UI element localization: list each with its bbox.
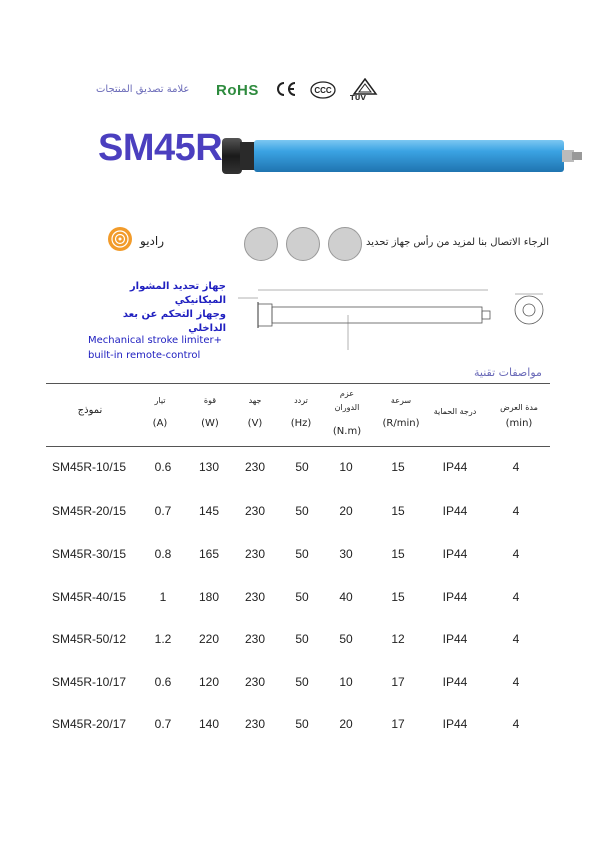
cell-torque: 10 — [339, 460, 353, 474]
cell-current: 1.2 — [154, 632, 172, 646]
radio-label: راديو — [140, 234, 165, 248]
cell-duration: 4 — [512, 675, 520, 689]
cell-frequency: 50 — [295, 504, 309, 518]
cell-torque: 20 — [339, 504, 353, 518]
header-duration: مدة العرض — [500, 403, 538, 412]
limiter-head-image-3 — [328, 227, 362, 261]
cell-speed: 15 — [391, 504, 405, 518]
header-frequency: تردد — [294, 396, 308, 405]
cell-current: 0.6 — [154, 675, 172, 689]
table-top-rule — [46, 383, 550, 384]
header-current: تيار — [154, 396, 166, 405]
feature-english-line-2: built-in remote-control — [88, 350, 201, 361]
cell-protection: IP44 — [442, 675, 468, 689]
cell-speed: 15 — [391, 590, 405, 604]
cell-power: 145 — [198, 504, 220, 518]
cell-duration: 4 — [512, 504, 520, 518]
cell-speed: 15 — [391, 460, 405, 474]
cell-power: 180 — [198, 590, 220, 604]
cell-duration: 4 — [512, 590, 520, 604]
header-current-unit: (A) — [152, 418, 168, 429]
table-header-rule — [46, 446, 550, 447]
cell-power: 130 — [198, 460, 220, 474]
feature-english-line-1: Mechanical stroke limiter+ — [88, 335, 222, 346]
cell-current: 0.7 — [154, 504, 172, 518]
header-duration-unit: (min) — [505, 418, 533, 429]
table-row — [0, 717, 595, 733]
cell-model: SM45R-10/15 — [52, 460, 127, 474]
header-model: نموذج — [77, 405, 103, 416]
radio-signal-icon — [107, 226, 133, 252]
model-title: SM45R — [98, 127, 223, 169]
feature-arabic-line-2: وجهاز التحكم عن بعد الداخلي — [122, 309, 226, 334]
cell-power: 220 — [198, 632, 220, 646]
cell-current: 0.8 — [154, 547, 172, 561]
cell-torque: 30 — [339, 547, 353, 561]
svg-text:CCC: CCC — [314, 86, 332, 95]
cell-current: 0.7 — [154, 717, 172, 731]
table-row — [0, 590, 595, 606]
cell-speed: 12 — [391, 632, 405, 646]
cell-duration: 4 — [512, 717, 520, 731]
contact-note: الرجاء الاتصال بنا لمزيد من رأس جهاز تحديد — [366, 237, 549, 248]
cell-model: SM45R-40/15 — [52, 590, 127, 604]
feature-english — [88, 333, 222, 363]
end-view-drawing — [505, 280, 555, 340]
cell-speed: 17 — [391, 675, 405, 689]
cell-frequency: 50 — [295, 675, 309, 689]
header-torque-unit: (N.m) — [332, 426, 362, 437]
cell-model: SM45R-50/12 — [52, 632, 127, 646]
cell-frequency: 50 — [295, 547, 309, 561]
cell-voltage: 230 — [244, 547, 266, 561]
header-frequency-unit: (Hz) — [290, 418, 312, 429]
cell-frequency: 50 — [295, 460, 309, 474]
cell-power: 165 — [198, 547, 220, 561]
cell-power: 120 — [198, 675, 220, 689]
header-voltage: جهد — [248, 396, 262, 405]
limiter-head-image-1 — [244, 227, 278, 261]
cell-torque: 50 — [339, 632, 353, 646]
header-speed: سرعة — [390, 396, 412, 405]
cell-speed: 15 — [391, 547, 405, 561]
cell-model: SM45R-10/17 — [52, 675, 127, 689]
tubular-motor-image — [222, 130, 584, 180]
feature-arabic-line-1: جهاز تحديد المشوار الميكانيكي — [129, 281, 226, 306]
cell-voltage: 230 — [244, 675, 266, 689]
header-power-unit: (W) — [201, 418, 219, 429]
tuv-label: TÜV — [350, 94, 366, 102]
cell-protection: IP44 — [442, 547, 468, 561]
cell-protection: IP44 — [442, 504, 468, 518]
cell-frequency: 50 — [295, 632, 309, 646]
table-row — [0, 675, 595, 691]
header-power: قوة — [203, 396, 217, 405]
cell-power: 140 — [198, 717, 220, 731]
header-protection: درجة الحماية — [433, 407, 477, 416]
table-row — [0, 460, 595, 476]
header-torque: عزم الدوران — [334, 389, 360, 412]
table-row — [0, 632, 595, 648]
cell-voltage: 230 — [244, 590, 266, 604]
cell-protection: IP44 — [442, 632, 468, 646]
ccc-mark — [310, 81, 336, 99]
cell-model: SM45R-30/15 — [52, 547, 127, 561]
technical-drawing — [228, 280, 498, 360]
table-row — [0, 547, 595, 563]
cell-duration: 4 — [512, 632, 520, 646]
cell-protection: IP44 — [442, 460, 468, 474]
cell-protection: IP44 — [442, 590, 468, 604]
table-row — [0, 504, 595, 520]
cell-model: SM45R-20/15 — [52, 504, 127, 518]
cell-speed: 17 — [391, 717, 405, 731]
cell-voltage: 230 — [244, 632, 266, 646]
cell-duration: 4 — [512, 460, 520, 474]
cell-current: 0.6 — [154, 460, 172, 474]
cell-torque: 40 — [339, 590, 353, 604]
cell-model: SM45R-20/17 — [52, 717, 127, 731]
limiter-head-image-2 — [286, 227, 320, 261]
cell-voltage: 230 — [244, 460, 266, 474]
header-voltage-unit: (V) — [247, 418, 263, 429]
cell-torque: 20 — [339, 717, 353, 731]
cell-voltage: 230 — [244, 717, 266, 731]
cell-protection: IP44 — [442, 717, 468, 731]
certification-label: علامة تصديق المنتجات — [96, 84, 190, 95]
specs-heading: مواصفات تقنية — [474, 366, 542, 379]
cell-torque: 10 — [339, 675, 353, 689]
cell-voltage: 230 — [244, 504, 266, 518]
cell-frequency: 50 — [295, 717, 309, 731]
header-speed-unit: (R/min) — [382, 418, 420, 429]
cell-frequency: 50 — [295, 590, 309, 604]
ce-mark — [275, 81, 297, 102]
cell-duration: 4 — [512, 547, 520, 561]
feature-arabic — [96, 280, 226, 336]
rohs-logo: RoHS — [216, 82, 259, 99]
cell-current: 1 — [159, 590, 167, 604]
